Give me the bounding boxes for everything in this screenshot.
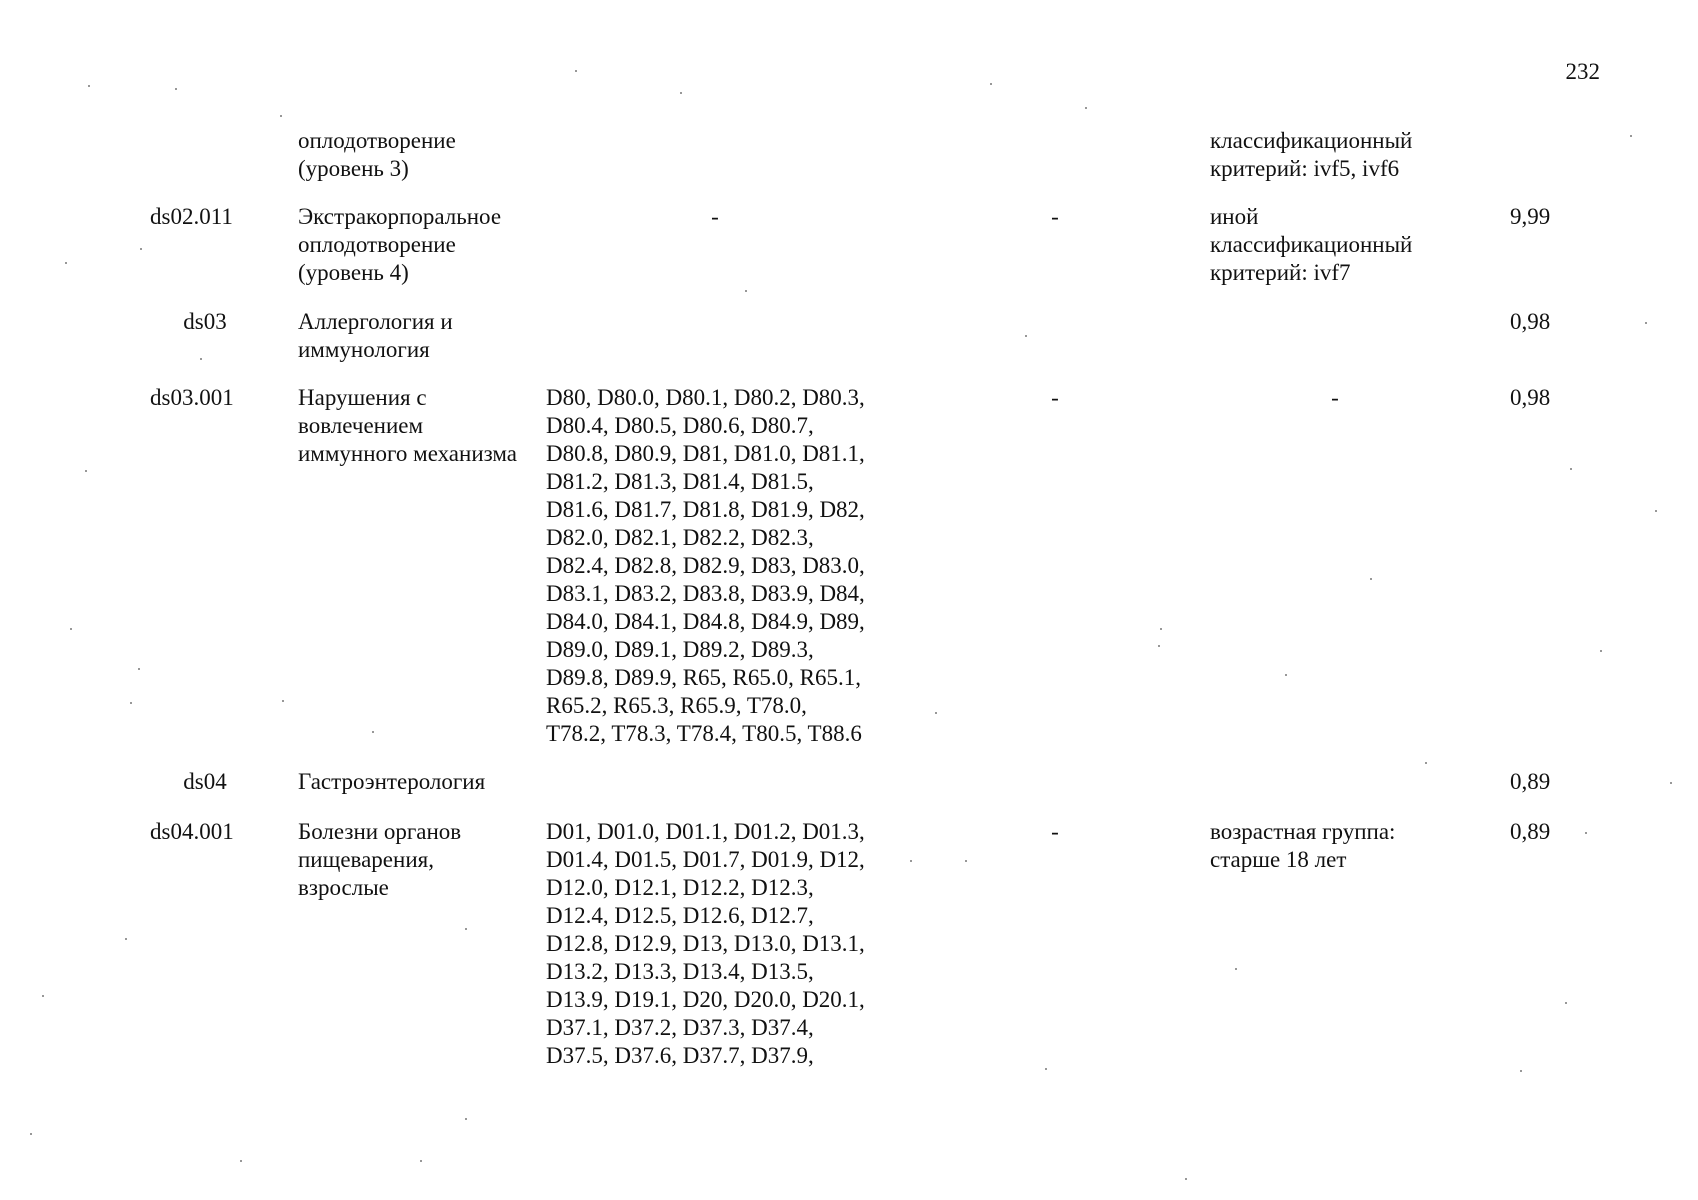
mkb-line: D84.0, D84.1, D84.8, D84.9, D89,	[546, 609, 865, 634]
mkb-line: D81.2, D81.3, D81.4, D81.5,	[546, 469, 814, 494]
criteria-line: старше 18 лет	[1210, 847, 1347, 872]
name-line: взрослые	[298, 875, 389, 900]
mkb-line: D83.1, D83.2, D83.8, D83.9, D84,	[546, 581, 865, 606]
mkb-line: D12.8, D12.9, D13, D13.0, D13.1,	[546, 931, 865, 956]
mkb-codes	[546, 818, 916, 1070]
row-code: ds03.001	[150, 385, 234, 410]
row-code: ds03	[183, 309, 227, 334]
mkb-line: D37.5, D37.6, D37.7, D37.9,	[546, 1043, 814, 1068]
name-line: иммунология	[298, 337, 430, 362]
mkb-line: R65.2, R65.3, R65.9, T78.0,	[546, 693, 807, 718]
criteria-line: критерий: ivf5, ivf6	[1210, 156, 1400, 181]
mkb-line: D82.0, D82.1, D82.2, D82.3,	[546, 525, 814, 550]
name-line: Аллергология и	[298, 309, 453, 334]
row-code: ds04.001	[150, 819, 234, 844]
page-number: 232	[1565, 59, 1600, 84]
mkb-line: D89.0, D89.1, D89.2, D89.3,	[546, 637, 814, 662]
dash-column: -	[1051, 819, 1059, 844]
profile-name	[298, 127, 543, 183]
criteria-line: критерий: ivf7	[1210, 260, 1351, 285]
mkb-line: D89.8, D89.9, R65, R65.0, R65.1,	[546, 665, 861, 690]
row-code: ds04	[183, 769, 227, 794]
criteria: -	[1331, 385, 1339, 410]
criteria-line: иной	[1210, 204, 1259, 229]
mkb-line: D80.4, D80.5, D80.6, D80.7,	[546, 413, 814, 438]
criteria	[1210, 203, 1480, 287]
coefficient: 0,89	[1510, 819, 1551, 844]
mkb-codes	[546, 384, 916, 748]
profile-name	[298, 818, 543, 902]
name-line: (уровень 3)	[298, 156, 409, 181]
coefficient: 0,89	[1510, 769, 1551, 794]
coefficient: 0,98	[1510, 309, 1551, 334]
criteria	[1210, 818, 1480, 874]
name-line: Экстракорпоральное	[298, 204, 502, 229]
mkb-line: D13.2, D13.3, D13.4, D13.5,	[546, 959, 814, 984]
dash-column: -	[1051, 385, 1059, 410]
mkb-line: D37.1, D37.2, D37.3, D37.4,	[546, 1015, 814, 1040]
criteria-line: классификационный	[1210, 128, 1413, 153]
name-line: Болезни органов	[298, 819, 462, 844]
mkb-line: D81.6, D81.7, D81.8, D81.9, D82,	[546, 497, 865, 522]
name-line: вовлечением	[298, 413, 424, 438]
name-line: (уровень 4)	[298, 260, 409, 285]
profile-name	[298, 384, 543, 468]
dash-column: -	[1051, 204, 1059, 229]
row-code: ds02.011	[150, 204, 233, 229]
mkb-line: D80, D80.0, D80.1, D80.2, D80.3,	[546, 385, 865, 410]
name-line: пищеварения,	[298, 847, 434, 872]
name-line: Нарушения с	[298, 385, 427, 410]
mkb-line: T78.2, T78.3, T78.4, T80.5, T88.6	[546, 721, 862, 746]
mkb-line: D12.0, D12.1, D12.2, D12.3,	[546, 875, 814, 900]
profile-name	[298, 203, 543, 287]
name-line: оплодотворение	[298, 232, 456, 257]
mkb-line: D82.4, D82.8, D82.9, D83, D83.0,	[546, 553, 865, 578]
criteria-line: возрастная группа:	[1210, 819, 1396, 844]
mkb-line: D80.8, D80.9, D81, D81.0, D81.1,	[546, 441, 865, 466]
mkb-codes: -	[711, 204, 719, 229]
name-line: Гастроэнтерология	[298, 769, 486, 794]
profile-name	[298, 768, 543, 796]
criteria	[1210, 127, 1480, 183]
mkb-line: D12.4, D12.5, D12.6, D12.7,	[546, 903, 814, 928]
mkb-line: D13.9, D19.1, D20, D20.0, D20.1,	[546, 987, 865, 1012]
name-line: иммунного механизма	[298, 441, 517, 466]
criteria-line: классификационный	[1210, 232, 1413, 257]
mkb-line: D01.4, D01.5, D01.7, D01.9, D12,	[546, 847, 865, 872]
mkb-line: D01, D01.0, D01.1, D01.2, D01.3,	[546, 819, 865, 844]
name-line: оплодотворение	[298, 128, 456, 153]
coefficient: 0,98	[1510, 385, 1551, 410]
coefficient: 9,99	[1510, 204, 1551, 229]
profile-name	[298, 308, 543, 364]
